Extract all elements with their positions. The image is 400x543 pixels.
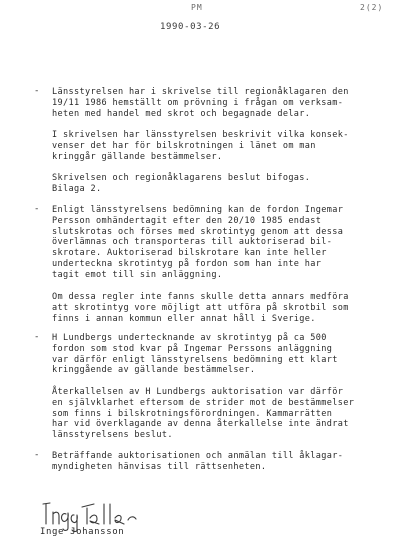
text-line: Länsstyrelsen har i skrivelse till regionåklagaren den [52,87,349,97]
text-line: finns i annan kommun eller annat håll i Sverige. [52,313,316,324]
paragraph-4 [52,205,398,281]
text-line: att skrotintyg vore möjligt att utföra på skrotbil som [52,302,349,313]
text-line: myndigheten hänvisas till rättsenheten. [52,461,267,472]
paragraph-5 [52,292,398,324]
bullet-dash: - [34,86,40,96]
bullet-dash: - [34,332,40,342]
text-line: skrotare. Auktoriserad bilskrotare kan inte heller [52,248,327,259]
text-line: venser det har för bilskrotningen i länet om man [52,140,316,151]
text-line: Persson omhändertagit efter den 20/10 1985 endast [52,215,322,226]
paragraph-6 [52,333,398,376]
text-line: har vid överklagande av denna återkallelse inte ändrat [52,419,349,430]
signatory-name: Inge Johansson [40,527,125,537]
text-line: slutskrotas och förses med skrotintyg genom att dessa [52,226,344,237]
text-line: fordon som stod kvar på Ingemar Perssons anläggning [52,343,333,354]
text-line: Bilaga 2. [52,183,102,194]
text-line: 19/11 1986 hemställt om prövning i frågan om verksam- [52,97,344,108]
text-line: heten med handel med skrot och begagnade delar. [52,108,311,119]
bullet-dash: - [34,450,40,460]
text-line: var därför enligt länsstyrelsens bedömning ett klart [52,354,338,365]
paragraph-1 [52,87,398,119]
text-line: Enligt länsstyrelsens bedömning kan de fordon Ingemar [52,205,344,215]
text-line: kringgår gällande bestämmelser. [52,151,223,162]
text-line: länsstyrelsens beslut. [52,430,173,441]
text-line: I skrivelsen har länsstyrelsen beskrivit vilka konsek- [52,130,349,140]
text-line: H Lundbergs undertecknande av skrotintyg på ca 500 [52,333,327,343]
page-number: 2(2) [360,3,384,12]
document-date: 1990-03-26 [160,22,221,32]
text-line: Beträffande auktorisationen och anmälan till åklagar- [52,451,344,461]
paragraph-3 [52,173,398,195]
paragraph-2 [52,130,398,162]
paragraph-7 [52,387,398,441]
text-line: en självklarhet eftersom de strider mot de bestämmelser [52,397,355,408]
text-line: överlämnas och transporteras till auktoriserad bil- [52,237,333,248]
bullet-dash: - [34,204,40,214]
text-line: tagit emot till sin anläggning. [52,269,223,280]
paragraph-8 [52,451,398,473]
text-line: kringgående av gällande bestämmelser. [52,365,256,376]
text-line: Om dessa regler inte fanns skulle detta annars medföra [52,292,349,302]
text-line: Skrivelsen och regionåklagarens beslut bifogas. [52,173,311,183]
text-line: Återkallelsen av H Lundbergs auktorisation var därför [52,387,344,397]
text-line: som finns i bilskrotningsförordningen. Kammarrätten [52,408,333,419]
text-line: underteckna skrotintyg på fordon som han inte har [52,258,322,269]
header-mark: PM [191,3,203,12]
